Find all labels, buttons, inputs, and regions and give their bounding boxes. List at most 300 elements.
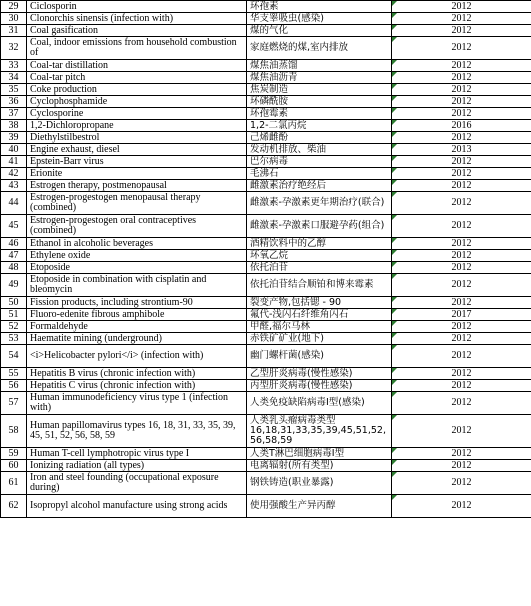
row-number-cell bbox=[1, 96, 27, 108]
table-row bbox=[1, 1, 531, 13]
agent-english-name-cell bbox=[27, 460, 247, 472]
year-cell bbox=[392, 192, 531, 215]
year-text: 2012 bbox=[451, 24, 472, 36]
row-number-text: 62 bbox=[8, 500, 19, 511]
year-text: 2012 bbox=[451, 425, 472, 436]
agent-chinese-name-text: 依托泊苷 bbox=[250, 261, 289, 273]
agent-chinese-name-text: 煤的气化 bbox=[250, 24, 289, 36]
table-row bbox=[1, 132, 531, 144]
year-cell bbox=[392, 250, 531, 262]
year-text: 2012 bbox=[451, 95, 472, 107]
table-row bbox=[1, 84, 531, 96]
row-number-text: 58 bbox=[8, 425, 19, 436]
table-row bbox=[1, 321, 531, 333]
agent-english-name-cell bbox=[27, 262, 247, 274]
table-row bbox=[1, 144, 531, 156]
row-number-text: 35 bbox=[8, 83, 19, 95]
year-cell bbox=[392, 25, 531, 37]
agent-english-name-text: Ethanol in alcoholic beverages bbox=[30, 237, 154, 249]
agent-english-name-cell bbox=[27, 392, 247, 415]
row-number-cell bbox=[1, 238, 27, 250]
agent-chinese-name-text: 酒精饮料中的乙醇 bbox=[250, 237, 327, 249]
comment-marker-icon bbox=[392, 238, 397, 243]
row-number-cell bbox=[1, 380, 27, 392]
row-number-cell bbox=[1, 180, 27, 192]
agent-chinese-name-cell bbox=[247, 495, 392, 518]
agent-english-name-cell bbox=[27, 309, 247, 321]
agent-chinese-name-cell bbox=[247, 192, 392, 215]
agent-chinese-name-text: 己烯雌酚 bbox=[250, 131, 289, 143]
comment-marker-icon bbox=[392, 460, 397, 465]
agent-english-name-cell bbox=[27, 215, 247, 238]
agent-english-name-cell bbox=[27, 192, 247, 215]
year-cell bbox=[392, 321, 531, 333]
agent-english-name-cell bbox=[27, 72, 247, 84]
agent-english-name-text: Hepatitis C virus (chronic infection with) bbox=[30, 379, 196, 391]
agent-chinese-name-cell bbox=[247, 392, 392, 415]
row-number-text: 41 bbox=[8, 155, 19, 167]
agent-english-name-text: Estrogen-progestogen menopausal therapy (combined) bbox=[30, 192, 201, 213]
comment-marker-icon bbox=[392, 495, 397, 500]
year-text: 2012 bbox=[451, 397, 472, 408]
comment-marker-icon bbox=[392, 250, 397, 255]
agent-english-name-cell bbox=[27, 108, 247, 120]
row-number-cell bbox=[1, 345, 27, 368]
year-cell bbox=[392, 274, 531, 297]
agent-english-name-cell bbox=[27, 415, 247, 448]
row-number-text: 37 bbox=[8, 107, 19, 119]
year-cell bbox=[392, 368, 531, 380]
agent-english-name-cell bbox=[27, 156, 247, 168]
row-number-text: 32 bbox=[8, 42, 19, 53]
year-text: 2012 bbox=[451, 379, 472, 391]
table-row bbox=[1, 180, 531, 192]
comment-marker-icon bbox=[392, 215, 397, 220]
comment-marker-icon bbox=[392, 72, 397, 77]
row-number-cell bbox=[1, 84, 27, 96]
row-number-text: 44 bbox=[8, 197, 19, 208]
comment-marker-icon bbox=[392, 262, 397, 267]
comment-marker-icon bbox=[392, 37, 397, 42]
row-number-text: 52 bbox=[8, 320, 19, 332]
row-number-cell bbox=[1, 168, 27, 180]
comment-marker-icon bbox=[392, 96, 397, 101]
row-number-cell bbox=[1, 415, 27, 448]
year-cell bbox=[392, 72, 531, 84]
agent-chinese-name-cell bbox=[247, 415, 392, 448]
agent-chinese-name-cell bbox=[247, 333, 392, 345]
agent-chinese-name-cell bbox=[247, 180, 392, 192]
agent-chinese-name-cell bbox=[247, 380, 392, 392]
agent-chinese-name-text: 环磷酰胺 bbox=[250, 95, 289, 107]
agent-chinese-name-cell bbox=[247, 144, 392, 156]
agent-chinese-name-text: 裂变产物,包括锶 - 90 bbox=[250, 296, 342, 308]
agent-chinese-name-cell bbox=[247, 215, 392, 238]
agent-chinese-name-cell bbox=[247, 238, 392, 250]
row-number-text: 46 bbox=[8, 237, 19, 249]
agent-chinese-name-cell bbox=[247, 262, 392, 274]
agent-english-name-text: Fluoro-edenite fibrous amphibole bbox=[30, 308, 165, 320]
agent-english-name-cell bbox=[27, 25, 247, 37]
agent-chinese-name-text: 人类乳头瘤病毒类型16,18,31,33,35,39,45,51,52,56,58,59 bbox=[250, 415, 386, 446]
agent-english-name-text: Isopropyl alcohol manufacture using strong acids bbox=[30, 500, 228, 511]
agent-chinese-name-cell bbox=[247, 345, 392, 368]
row-number-cell bbox=[1, 156, 27, 168]
comment-marker-icon bbox=[392, 1, 397, 6]
table-row bbox=[1, 250, 531, 262]
agent-english-name-text: Coal, indoor emissions from household combustion of bbox=[30, 37, 237, 58]
agent-chinese-name-text: 毛沸石 bbox=[250, 167, 279, 179]
year-text: 2012 bbox=[451, 107, 472, 119]
comment-marker-icon bbox=[392, 392, 397, 397]
agent-english-name-text: Fission products, including strontium-90 bbox=[30, 296, 193, 308]
agent-english-name-text: Ciclosporin bbox=[30, 0, 77, 12]
year-cell bbox=[392, 215, 531, 238]
row-number-text: 59 bbox=[8, 447, 19, 459]
comment-marker-icon bbox=[392, 345, 397, 350]
agent-english-name-text: Erionite bbox=[30, 167, 63, 179]
row-number-text: 34 bbox=[8, 71, 19, 83]
year-cell bbox=[392, 156, 531, 168]
row-number-text: 31 bbox=[8, 24, 19, 36]
comment-marker-icon bbox=[392, 25, 397, 30]
agent-english-name-cell bbox=[27, 168, 247, 180]
table-row bbox=[1, 297, 531, 309]
agent-chinese-name-text: 氟代-浅闪石纤维角闪石 bbox=[250, 308, 349, 320]
comment-marker-icon bbox=[392, 84, 397, 89]
table-row bbox=[1, 415, 531, 448]
agent-english-name-cell bbox=[27, 37, 247, 60]
year-text: 2012 bbox=[451, 220, 472, 231]
agent-chinese-name-text: 人类T淋巴细胞病毒I型 bbox=[250, 447, 345, 459]
comment-marker-icon bbox=[392, 108, 397, 113]
year-text: 2012 bbox=[451, 477, 472, 488]
year-cell bbox=[392, 13, 531, 25]
table-row bbox=[1, 262, 531, 274]
agent-english-name-cell bbox=[27, 321, 247, 333]
agent-english-name-cell bbox=[27, 448, 247, 460]
agent-chinese-name-text: 华支睾吸虫(感染) bbox=[250, 12, 324, 24]
table-row bbox=[1, 380, 531, 392]
year-cell bbox=[392, 96, 531, 108]
row-number-text: 45 bbox=[8, 220, 19, 231]
table-row bbox=[1, 238, 531, 250]
agent-english-name-text: Coal gasification bbox=[30, 24, 99, 36]
agent-chinese-name-cell bbox=[247, 368, 392, 380]
year-cell bbox=[392, 168, 531, 180]
row-number-cell bbox=[1, 297, 27, 309]
year-text: 2012 bbox=[451, 83, 472, 95]
row-number-cell bbox=[1, 321, 27, 333]
year-text: 2016 bbox=[451, 119, 472, 131]
agent-english-name-cell bbox=[27, 380, 247, 392]
table-row bbox=[1, 60, 531, 72]
agent-chinese-name-cell bbox=[247, 132, 392, 144]
year-text: 2012 bbox=[451, 197, 472, 208]
table-row bbox=[1, 215, 531, 238]
year-text: 2012 bbox=[451, 0, 472, 12]
agent-chinese-name-cell bbox=[247, 60, 392, 72]
row-number-cell bbox=[1, 215, 27, 238]
comment-marker-icon bbox=[392, 144, 397, 149]
agent-english-name-text: 1,2-Dichloropropane bbox=[30, 119, 114, 131]
year-text: 2012 bbox=[451, 71, 472, 83]
agent-chinese-name-cell bbox=[247, 250, 392, 262]
agent-english-name-cell bbox=[27, 96, 247, 108]
comment-marker-icon bbox=[392, 168, 397, 173]
agent-chinese-name-text: 巴尔病毒 bbox=[250, 155, 289, 167]
year-text: 2012 bbox=[451, 332, 472, 344]
row-number-cell bbox=[1, 72, 27, 84]
agent-chinese-name-text: 1,2-二氯丙烷 bbox=[250, 119, 307, 131]
year-cell bbox=[392, 180, 531, 192]
year-text: 2012 bbox=[451, 279, 472, 290]
year-text: 2013 bbox=[451, 143, 472, 155]
row-number-cell bbox=[1, 460, 27, 472]
agent-chinese-name-cell bbox=[247, 168, 392, 180]
agent-english-name-cell bbox=[27, 132, 247, 144]
year-text: 2012 bbox=[451, 459, 472, 471]
row-number-cell bbox=[1, 132, 27, 144]
year-cell bbox=[392, 448, 531, 460]
comment-marker-icon bbox=[392, 120, 397, 125]
agent-english-name-text: Human papillomavirus types 16, 18, 31, 33, 35, 39, 45, 51, 52, 56, 58, 59 bbox=[30, 420, 236, 441]
year-cell bbox=[392, 345, 531, 368]
agent-chinese-name-cell bbox=[247, 274, 392, 297]
comment-marker-icon bbox=[392, 180, 397, 185]
agent-english-name-text: Etoposide in combination with cisplatin and bleomycin bbox=[30, 274, 207, 295]
agent-chinese-name-text: 电离辐射(所有类型) bbox=[250, 459, 334, 471]
year-text: 2012 bbox=[451, 42, 472, 53]
agent-english-name-text: Cyclophosphamide bbox=[30, 95, 108, 107]
row-number-cell bbox=[1, 368, 27, 380]
year-text: 2012 bbox=[451, 320, 472, 332]
agent-english-name-cell bbox=[27, 1, 247, 13]
agent-english-name-text: Iron and steel founding (occupational exposure during) bbox=[30, 472, 219, 493]
table-row bbox=[1, 168, 531, 180]
row-number-cell bbox=[1, 192, 27, 215]
agent-english-name-cell bbox=[27, 345, 247, 368]
agent-chinese-name-cell bbox=[247, 25, 392, 37]
comment-marker-icon bbox=[392, 13, 397, 18]
row-number-text: 42 bbox=[8, 167, 19, 179]
table-row bbox=[1, 37, 531, 60]
agent-chinese-name-cell bbox=[247, 1, 392, 13]
row-number-cell bbox=[1, 250, 27, 262]
year-cell bbox=[392, 495, 531, 518]
year-text: 2012 bbox=[451, 261, 472, 273]
agent-english-name-text: Engine exhaust, diesel bbox=[30, 143, 120, 155]
year-cell bbox=[392, 392, 531, 415]
agent-chinese-name-text: 雌激素-孕激素口服避孕药(组合) bbox=[250, 220, 385, 231]
table-row bbox=[1, 72, 531, 84]
table-row bbox=[1, 13, 531, 25]
year-text: 2012 bbox=[451, 12, 472, 24]
agent-english-name-cell bbox=[27, 333, 247, 345]
comment-marker-icon bbox=[392, 309, 397, 314]
agent-english-name-text: Human immunodeficiency virus type 1 (infection with) bbox=[30, 392, 229, 413]
year-cell bbox=[392, 380, 531, 392]
agent-chinese-name-text: 使用强酸生产异丙醇 bbox=[250, 500, 336, 511]
year-text: 2012 bbox=[451, 155, 472, 167]
agent-english-name-text: Estrogen-progestogen oral contraceptives (combined) bbox=[30, 215, 197, 236]
row-number-text: 60 bbox=[8, 459, 19, 471]
year-cell bbox=[392, 333, 531, 345]
year-text: 2012 bbox=[451, 167, 472, 179]
year-cell bbox=[392, 309, 531, 321]
year-cell bbox=[392, 60, 531, 72]
year-text: 2012 bbox=[451, 249, 472, 261]
agent-chinese-name-text: 环孢霉素 bbox=[250, 107, 289, 119]
agent-english-name-text: Hepatitis B virus (chronic infection with) bbox=[30, 367, 196, 379]
agent-english-name-text: Haematite mining (underground) bbox=[30, 332, 163, 344]
agent-chinese-name-cell bbox=[247, 321, 392, 333]
agent-chinese-name-text: 雌激素治疗绝经后 bbox=[250, 179, 327, 191]
comment-marker-icon bbox=[392, 448, 397, 453]
agent-chinese-name-cell bbox=[247, 156, 392, 168]
agent-chinese-name-text: 雌激素-孕激素更年期治疗(联合) bbox=[250, 197, 385, 208]
agent-chinese-name-cell bbox=[247, 108, 392, 120]
comment-marker-icon bbox=[392, 297, 397, 302]
table-row bbox=[1, 472, 531, 495]
agent-english-name-cell bbox=[27, 144, 247, 156]
table-row bbox=[1, 392, 531, 415]
agent-chinese-name-cell bbox=[247, 120, 392, 132]
row-number-text: 43 bbox=[8, 179, 19, 191]
row-number-cell bbox=[1, 37, 27, 60]
table-row bbox=[1, 192, 531, 215]
agent-chinese-name-cell bbox=[247, 448, 392, 460]
year-text: 2017 bbox=[451, 308, 472, 320]
agent-chinese-name-cell bbox=[247, 37, 392, 60]
row-number-cell bbox=[1, 13, 27, 25]
year-text: 2012 bbox=[451, 179, 472, 191]
agent-english-name-cell bbox=[27, 180, 247, 192]
agent-english-name-cell bbox=[27, 297, 247, 309]
agent-english-name-cell bbox=[27, 13, 247, 25]
year-cell bbox=[392, 1, 531, 13]
row-number-text: 38 bbox=[8, 119, 19, 131]
agent-english-name-text: Ionizing radiation (all types) bbox=[30, 459, 145, 471]
year-text: 2012 bbox=[451, 131, 472, 143]
row-number-text: 47 bbox=[8, 249, 19, 261]
agent-chinese-name-text: 依托泊苷结合顺铂和博来霉素 bbox=[250, 279, 374, 290]
row-number-text: 29 bbox=[8, 0, 19, 12]
row-number-cell bbox=[1, 60, 27, 72]
table-row bbox=[1, 448, 531, 460]
table-row bbox=[1, 156, 531, 168]
year-cell bbox=[392, 460, 531, 472]
agent-english-name-text: Ethylene oxide bbox=[30, 249, 91, 261]
row-number-cell bbox=[1, 1, 27, 13]
agent-chinese-name-cell bbox=[247, 13, 392, 25]
year-cell bbox=[392, 132, 531, 144]
agent-chinese-name-text: 幽门螺杆菌(感染) bbox=[250, 350, 324, 361]
comment-marker-icon bbox=[392, 60, 397, 65]
comment-marker-icon bbox=[392, 380, 397, 385]
row-number-text: 57 bbox=[8, 397, 19, 408]
comment-marker-icon bbox=[392, 192, 397, 197]
year-text: 2012 bbox=[451, 367, 472, 379]
year-cell bbox=[392, 415, 531, 448]
agent-chinese-name-text: 煤焦油蒸馏 bbox=[250, 59, 298, 71]
year-cell bbox=[392, 262, 531, 274]
year-cell bbox=[392, 108, 531, 120]
row-number-cell bbox=[1, 262, 27, 274]
agent-english-name-cell bbox=[27, 274, 247, 297]
agent-chinese-name-text: 赤铁矿矿业(地下) bbox=[250, 332, 324, 344]
row-number-text: 55 bbox=[8, 367, 19, 379]
agent-english-name-text: Estrogen therapy, postmenopausal bbox=[30, 179, 167, 191]
year-text: 2012 bbox=[451, 447, 472, 459]
row-number-text: 36 bbox=[8, 95, 19, 107]
agent-english-name-text: Coke production bbox=[30, 83, 97, 95]
agent-english-name-text: Formaldehyde bbox=[30, 320, 88, 332]
agent-english-name-text: Diethylstilbestrol bbox=[30, 131, 100, 143]
row-number-text: 56 bbox=[8, 379, 19, 391]
agent-english-name-text: Coal-tar distillation bbox=[30, 59, 109, 71]
row-number-text: 39 bbox=[8, 131, 19, 143]
row-number-text: 61 bbox=[8, 477, 19, 488]
comment-marker-icon bbox=[392, 333, 397, 338]
agent-english-name-text: Clonorchis sinensis (infection with) bbox=[30, 12, 174, 24]
year-cell bbox=[392, 238, 531, 250]
year-text: 2012 bbox=[451, 350, 472, 361]
comment-marker-icon bbox=[392, 132, 397, 137]
agent-chinese-name-text: 钢铁铸造(职业暴露) bbox=[250, 477, 334, 488]
row-number-text: 49 bbox=[8, 279, 19, 290]
agent-english-name-text: Human T-cell lymphotropic virus type I bbox=[30, 447, 190, 459]
year-text: 2012 bbox=[451, 237, 472, 249]
agent-chinese-name-text: 甲醛,福尔马林 bbox=[250, 320, 311, 332]
row-number-cell bbox=[1, 448, 27, 460]
agent-english-name-cell bbox=[27, 368, 247, 380]
agent-english-name-cell bbox=[27, 250, 247, 262]
table-row bbox=[1, 25, 531, 37]
agent-english-name-cell bbox=[27, 84, 247, 96]
comment-marker-icon bbox=[392, 156, 397, 161]
table-row bbox=[1, 460, 531, 472]
agent-english-name-text: Epstein-Barr virus bbox=[30, 155, 104, 167]
year-cell bbox=[392, 120, 531, 132]
row-number-cell bbox=[1, 108, 27, 120]
table-row bbox=[1, 108, 531, 120]
row-number-cell bbox=[1, 274, 27, 297]
comment-marker-icon bbox=[392, 274, 397, 279]
year-text: 2012 bbox=[451, 500, 472, 511]
row-number-text: 54 bbox=[8, 350, 19, 361]
agent-chinese-name-text: 家庭燃烧的煤,室内排放 bbox=[250, 42, 349, 53]
agent-chinese-name-text: 环氧乙烷 bbox=[250, 249, 289, 261]
year-cell bbox=[392, 472, 531, 495]
agent-chinese-name-cell bbox=[247, 472, 392, 495]
year-text: 2012 bbox=[451, 296, 472, 308]
comment-marker-icon bbox=[392, 472, 397, 477]
agent-english-name-text: Coal-tar pitch bbox=[30, 71, 86, 83]
table-row bbox=[1, 333, 531, 345]
row-number-text: 53 bbox=[8, 332, 19, 344]
agent-chinese-name-text: 乙型肝炎病毒(慢性感染) bbox=[250, 367, 353, 379]
agent-chinese-name-text: 人类免疫缺陷病毒I型(感染) bbox=[250, 397, 365, 408]
agent-english-name-cell bbox=[27, 238, 247, 250]
agent-chinese-name-text: 发动机排放、柴油 bbox=[250, 143, 327, 155]
agent-chinese-name-text: 丙型肝炎病毒(慢性感染) bbox=[250, 379, 353, 391]
table-row bbox=[1, 309, 531, 321]
year-cell bbox=[392, 37, 531, 60]
row-number-cell bbox=[1, 120, 27, 132]
agent-chinese-name-text: 环孢素 bbox=[250, 0, 279, 12]
table-row bbox=[1, 96, 531, 108]
